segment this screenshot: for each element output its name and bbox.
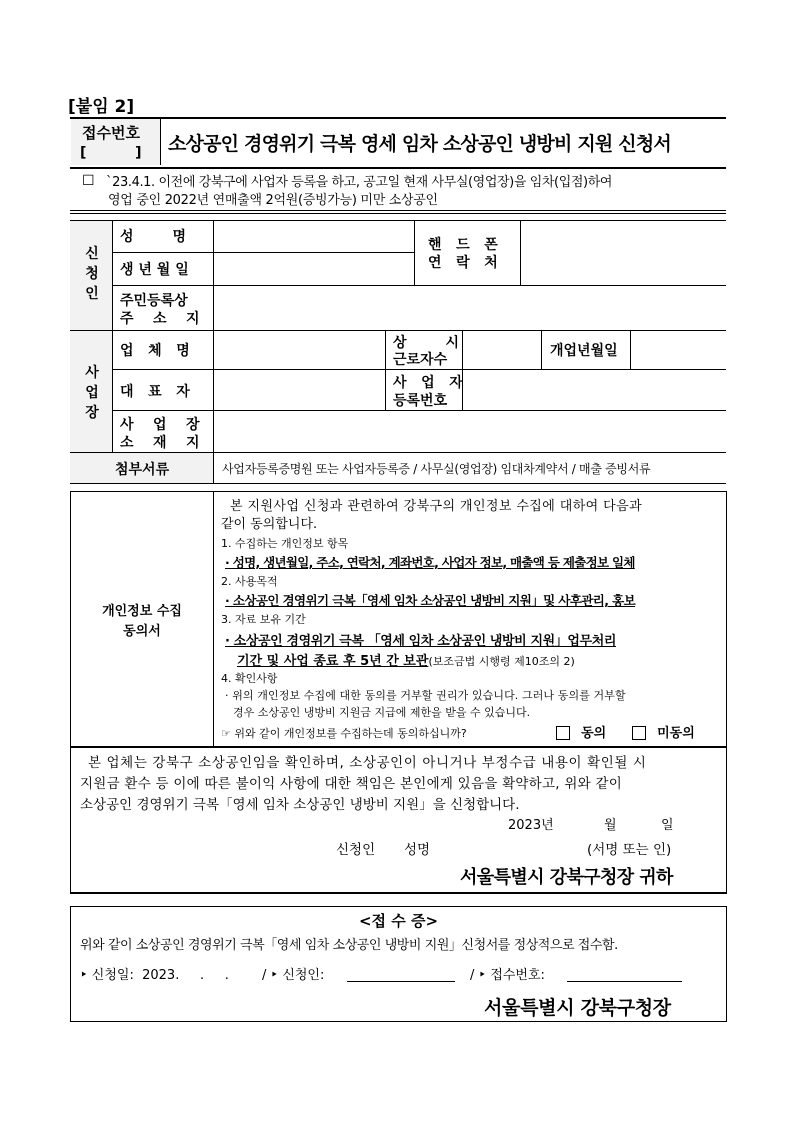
agree-checkbox[interactable]: [556, 726, 570, 740]
declaration-line2: 지원금 환수 등 이에 따른 불이익 사항에 대한 책임은 본인에게 있음을 확약하고, 위와 같이: [80, 776, 623, 792]
applicant-address-field[interactable]: [214, 286, 726, 330]
privacy-s4-body: · 위의 개인정보 수집에 대한 동의를 거부할 권리가 있습니다. 그러나 동의를 거부할: [225, 689, 626, 702]
privacy-question: ☞ 위와 같이 개인정보를 수집하는데 동의하십니까?: [221, 727, 467, 740]
receipt-applicant-line[interactable]: [347, 981, 455, 982]
privacy-s4-body-2: 경우 소상공인 냉방비 지원금 지급에 제한을 받을 수 있습니다.: [233, 706, 531, 719]
eligibility-line1: `23.4.1. 이전에 강북구에 사업자 등록을 하고, 공고일 현재 사무실(영업장)을 임차(입점)하여: [106, 175, 613, 190]
privacy-s2-title: 2. 사용목적: [221, 575, 278, 588]
applicant-section-label: 신청인: [85, 246, 99, 302]
receipt-no-field[interactable]: [ ]: [80, 145, 142, 161]
receipt-date: ‣ 신청일: 2023. . .: [80, 968, 229, 983]
agree-option[interactable]: [556, 722, 606, 741]
disagree-option[interactable]: [632, 722, 695, 741]
regno-label: 사 업 자: [393, 375, 463, 391]
declaration-addressee: 서울특별시 강북구청장 귀하: [460, 867, 673, 888]
privacy-s1-title: 1. 수집하는 개인정보 항목: [221, 537, 349, 550]
eligibility-line2: 영업 중인 2022년 연매출액 2억원(증빙가능) 미만 소상공인: [108, 193, 438, 208]
applicant-name-field[interactable]: [214, 221, 413, 252]
privacy-s3-title: 3. 자료 보유 기간: [221, 613, 306, 626]
applicant-phone-label-2: 연 락 처: [428, 255, 498, 271]
privacy-s1-body: · 성명, 생년월일, 주소, 연락처, 계좌번호, 사업자 정보, 매출액 등 제출정보 일체: [225, 555, 635, 570]
applicant-name-label: 성 명: [120, 229, 187, 245]
workers-field[interactable]: [463, 331, 540, 369]
receipt-no-line[interactable]: [567, 981, 682, 982]
regno-label-2: 등록번호: [393, 393, 448, 409]
open-date-label: 개업년월일: [550, 343, 618, 359]
declaration-line3: 소상공인 경영위기 극복「영세 임차 소상공인 냉방비 지원」을 신청합니다.: [80, 797, 520, 813]
open-date-field[interactable]: [631, 331, 726, 369]
declaration-sign: (서명 또는 인): [587, 842, 672, 858]
declaration-day: 일: [661, 818, 674, 833]
receipt-no-label: 접수번호: [82, 124, 140, 142]
location-field[interactable]: [214, 411, 726, 452]
business-name-label: 업 체 명: [120, 343, 190, 359]
receipt-no-label: / ‣ 접수번호:: [470, 968, 545, 983]
declaration-applicant: 신청인: [336, 842, 376, 858]
privacy-intro: 본 지원사업 신청과 관련하여 강북구의 개인정보 수집에 대하여 다음과: [230, 499, 643, 514]
declaration-month: 월: [604, 818, 617, 833]
privacy-s3-body-2: 기간 및 사업 종료 후 5년 간 보관(보조금법 시행령 제10조의 2): [237, 654, 575, 669]
attachment-label: [붙임 2]: [68, 97, 135, 117]
location-label: 사 업 장: [120, 417, 200, 433]
declaration-name-label: 성명: [404, 842, 431, 858]
location-label-2: 소 재 지: [120, 435, 200, 451]
business-section-label: 사업장: [85, 365, 99, 421]
applicant-phone-label: 핸 드 폰: [428, 237, 498, 253]
privacy-intro-2: 같이 동의합니다.: [221, 517, 318, 532]
privacy-s3-body: · 소상공인 경영위기 극복 「영세 임차 소상공인 냉방비 지원」업무처리: [225, 634, 617, 649]
eligibility-checkbox[interactable]: ☐: [82, 173, 95, 189]
privacy-label: 개인정보 수집: [102, 604, 182, 619]
applicant-birth-label: 생 년 월 일: [120, 262, 189, 278]
privacy-s4-title: 4. 확인사항: [221, 672, 278, 685]
applicant-address-label: 주민등록상: [120, 293, 188, 309]
workers-label: 상 시: [393, 335, 460, 351]
attachments-value: 사업자등록증명원 또는 사업자등록증 / 사무실(영업장) 임대차계약서 / 매출 증빙서류: [222, 462, 651, 476]
workers-label-2: 근로자수: [393, 352, 448, 368]
receipt-text: 위와 같이 소상공인 경영위기 극복「영세 임차 소상공인 냉방비 지원」신청서를 정상적으로 접수함.: [80, 938, 618, 953]
declaration-year: 2023년: [508, 818, 554, 833]
receipt-title: <접 수 증>: [358, 912, 439, 930]
ceo-field[interactable]: [214, 370, 384, 410]
attachments-label: 첨부서류: [115, 462, 170, 478]
business-name-field[interactable]: [214, 331, 384, 369]
ceo-label: 대 표 자: [120, 384, 190, 400]
applicant-phone-field[interactable]: [521, 221, 726, 285]
privacy-s3-note: (보조금법 시행령 제10조의 2): [428, 655, 575, 668]
regno-field[interactable]: [463, 370, 726, 410]
disagree-checkbox[interactable]: [632, 726, 646, 740]
disagree-label: 미동의: [657, 726, 695, 741]
receipt-applicant-label: / ‣ 신청인:: [262, 968, 325, 983]
form-title: 소상공인 경영위기 극복 영세 임차 소상공인 냉방비 지원 신청서: [168, 133, 671, 155]
privacy-label-2: 동의서: [123, 624, 161, 639]
applicant-address-label-2: 주 소 지: [120, 311, 200, 327]
agree-label: 동의: [581, 726, 607, 741]
applicant-birth-field[interactable]: [214, 253, 413, 285]
privacy-s2-body: · 소상공인 경영위기 극복「영세 임차 소상공인 냉방비 지원」및 사후관리, 홍보: [225, 593, 636, 608]
receipt-issuer: 서울특별시 강북구청장: [484, 997, 671, 1019]
declaration-line1: 본 업체는 강북구 소상공인임을 확인하며, 소상공인이 아니거나 부정수급 내용이 확인될 시: [88, 755, 647, 771]
